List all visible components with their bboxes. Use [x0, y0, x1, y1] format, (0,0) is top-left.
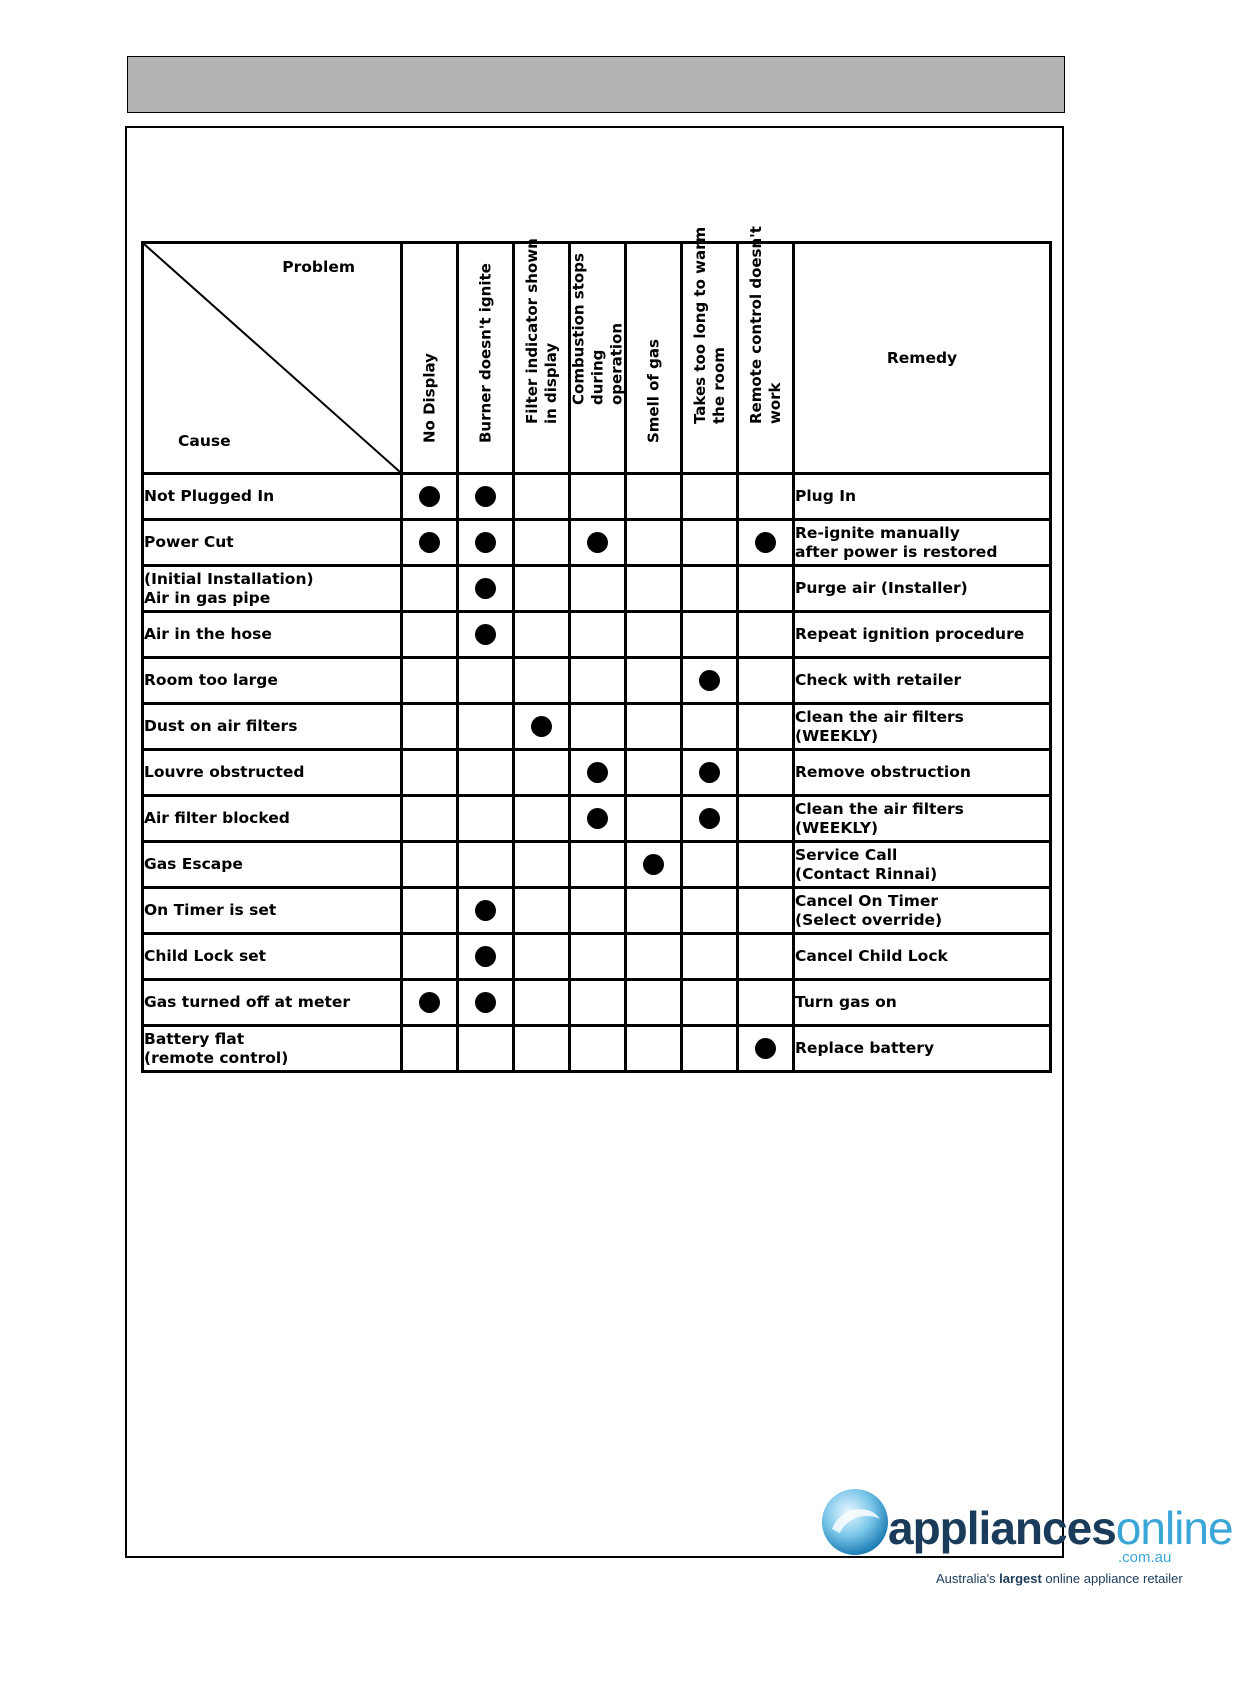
mark-cell	[626, 796, 682, 842]
cause-cell: Gas Escape	[143, 842, 402, 888]
mark-cell	[570, 704, 626, 750]
mark-cell	[682, 934, 738, 980]
fault-finding-table	[141, 226, 1052, 1073]
column-header-label: No Display	[420, 353, 438, 443]
bullet-dot-icon	[475, 624, 496, 645]
logo-domain: .com.au	[1118, 1549, 1172, 1566]
bullet-dot-icon	[475, 578, 496, 599]
logo-tagline: Australia's largest online appliance retailer	[936, 1571, 1183, 1586]
remedy-cell: Purge air (Installer)	[794, 566, 1051, 612]
table-row	[143, 934, 1051, 980]
table-row	[143, 612, 1051, 658]
mark-cell	[738, 796, 794, 842]
mark-cell	[458, 520, 514, 566]
column-header-label: Combustion stops during operation	[569, 253, 625, 405]
remedy-cell: Clean the air filters (WEEKLY)	[794, 704, 1051, 750]
mark-cell	[402, 566, 458, 612]
mark-cell	[738, 474, 794, 520]
table-row	[143, 566, 1051, 612]
mark-cell	[570, 520, 626, 566]
mark-cell	[458, 704, 514, 750]
mark-cell	[402, 888, 458, 934]
bullet-dot-icon	[419, 532, 440, 553]
bullet-dot-icon	[755, 1038, 776, 1059]
logo-wordmark	[888, 1501, 1233, 1555]
cause-cell: On Timer is set	[143, 888, 402, 934]
mark-cell	[682, 796, 738, 842]
cause-cell: Child Lock set	[143, 934, 402, 980]
mark-cell	[626, 612, 682, 658]
mark-cell	[402, 796, 458, 842]
mark-cell	[626, 888, 682, 934]
mark-cell	[402, 612, 458, 658]
cause-cell: Battery flat (remote control)	[143, 1026, 402, 1072]
column-header	[402, 243, 458, 474]
mark-cell	[626, 566, 682, 612]
table-row	[143, 474, 1051, 520]
bullet-dot-icon	[419, 992, 440, 1013]
column-header-label: Remote control doesn't work	[746, 226, 784, 424]
mark-cell	[682, 658, 738, 704]
mark-cell	[626, 704, 682, 750]
mark-cell	[626, 474, 682, 520]
mark-cell	[626, 1026, 682, 1072]
column-header	[570, 243, 626, 474]
column-header	[682, 226, 738, 474]
bullet-dot-icon	[475, 900, 496, 921]
mark-cell	[458, 796, 514, 842]
remedy-cell: Re-ignite manually after power is restored	[794, 520, 1051, 566]
cause-cell: (Initial Installation) Air in gas pipe	[143, 566, 402, 612]
mark-cell	[570, 796, 626, 842]
remedy-cell: Cancel On Timer (Select override)	[794, 888, 1051, 934]
cause-cell: Air in the hose	[143, 612, 402, 658]
logo-word-accent: online	[1115, 1502, 1233, 1554]
mark-cell	[626, 520, 682, 566]
mark-cell	[570, 566, 626, 612]
mark-cell	[738, 566, 794, 612]
column-header-label: Takes too long to warm the room	[690, 226, 728, 424]
remedy-cell: Clean the air filters (WEEKLY)	[794, 796, 1051, 842]
mark-cell	[458, 566, 514, 612]
mark-cell	[402, 842, 458, 888]
mark-cell	[626, 934, 682, 980]
bullet-dot-icon	[699, 670, 720, 691]
mark-cell	[402, 934, 458, 980]
mark-cell	[738, 658, 794, 704]
mark-cell	[682, 1026, 738, 1072]
remedy-cell: Check with retailer	[794, 658, 1051, 704]
remedy-cell: Cancel Child Lock	[794, 934, 1051, 980]
mark-cell	[570, 980, 626, 1026]
remedy-cell: Replace battery	[794, 1026, 1051, 1072]
column-header-label: Burner doesn't ignite	[476, 263, 494, 443]
mark-cell	[570, 934, 626, 980]
column-header	[458, 243, 514, 474]
mark-cell	[458, 980, 514, 1026]
column-header	[738, 226, 794, 474]
logo-word-main: appliances	[888, 1502, 1116, 1554]
mark-cell	[570, 474, 626, 520]
table-row	[143, 796, 1051, 842]
bullet-dot-icon	[587, 532, 608, 553]
mark-cell	[738, 750, 794, 796]
table-row	[143, 888, 1051, 934]
bullet-dot-icon	[475, 946, 496, 967]
mark-cell	[682, 612, 738, 658]
column-header	[626, 243, 682, 474]
cause-cell: Gas turned off at meter	[143, 980, 402, 1026]
cause-cell: Dust on air filters	[143, 704, 402, 750]
mark-cell	[402, 474, 458, 520]
mark-cell	[514, 842, 570, 888]
mark-cell	[626, 750, 682, 796]
mark-cell	[514, 1026, 570, 1072]
remedy-cell: Turn gas on	[794, 980, 1051, 1026]
table-row	[143, 750, 1051, 796]
cause-cell: Not Plugged In	[143, 474, 402, 520]
table-row	[143, 520, 1051, 566]
mark-cell	[458, 750, 514, 796]
mark-cell	[570, 750, 626, 796]
mark-cell	[738, 980, 794, 1026]
mark-cell	[514, 704, 570, 750]
column-header	[514, 238, 570, 474]
remedy-cell: Remove obstruction	[794, 750, 1051, 796]
mark-cell	[402, 750, 458, 796]
problem-label: Problem	[282, 258, 355, 276]
mark-cell	[738, 842, 794, 888]
cause-cell: Room too large	[143, 658, 402, 704]
bullet-dot-icon	[587, 808, 608, 829]
mark-cell	[514, 888, 570, 934]
mark-cell	[738, 520, 794, 566]
bullet-dot-icon	[699, 762, 720, 783]
mark-cell	[458, 658, 514, 704]
mark-cell	[570, 1026, 626, 1072]
mark-cell	[402, 658, 458, 704]
mark-cell	[458, 934, 514, 980]
column-header-label: Filter indicator shown in display	[522, 238, 560, 424]
mark-cell	[514, 934, 570, 980]
mark-cell	[514, 566, 570, 612]
mark-cell	[570, 842, 626, 888]
mark-cell	[514, 520, 570, 566]
mark-cell	[402, 1026, 458, 1072]
mark-cell	[738, 1026, 794, 1072]
mark-cell	[570, 612, 626, 658]
mark-cell	[514, 796, 570, 842]
remedy-cell: Plug In	[794, 474, 1051, 520]
cause-cell: Air filter blocked	[143, 796, 402, 842]
remedy-cell: Service Call (Contact Rinnai)	[794, 842, 1051, 888]
mark-cell	[458, 888, 514, 934]
mark-cell	[626, 980, 682, 1026]
table-row	[143, 658, 1051, 704]
mark-cell	[626, 658, 682, 704]
cause-cell: Louvre obstructed	[143, 750, 402, 796]
mark-cell	[738, 704, 794, 750]
mark-cell	[570, 658, 626, 704]
table-row	[143, 704, 1051, 750]
corner-cell	[143, 243, 402, 474]
mark-cell	[458, 612, 514, 658]
appliancesonline-logo	[818, 1485, 1233, 1595]
mark-cell	[738, 888, 794, 934]
cause-label: Cause	[178, 432, 231, 450]
mark-cell	[682, 842, 738, 888]
bullet-dot-icon	[419, 486, 440, 507]
bullet-dot-icon	[643, 854, 664, 875]
header-row	[143, 243, 1051, 474]
mark-cell	[626, 842, 682, 888]
bullet-dot-icon	[587, 762, 608, 783]
mark-cell	[682, 474, 738, 520]
bullet-dot-icon	[699, 808, 720, 829]
remedy-header: Remedy	[794, 243, 1051, 474]
table-row	[143, 980, 1051, 1026]
mark-cell	[570, 888, 626, 934]
column-header-label: Smell of gas	[644, 339, 662, 443]
table-row	[143, 842, 1051, 888]
bullet-dot-icon	[531, 716, 552, 737]
mark-cell	[514, 658, 570, 704]
mark-cell	[402, 520, 458, 566]
mark-cell	[458, 474, 514, 520]
mark-cell	[682, 980, 738, 1026]
mark-cell	[682, 704, 738, 750]
mark-cell	[682, 888, 738, 934]
bullet-dot-icon	[755, 532, 776, 553]
mark-cell	[514, 750, 570, 796]
mark-cell	[458, 1026, 514, 1072]
mark-cell	[458, 842, 514, 888]
mark-cell	[514, 980, 570, 1026]
mark-cell	[402, 704, 458, 750]
mark-cell	[402, 980, 458, 1026]
header-band	[127, 56, 1065, 113]
bullet-dot-icon	[475, 486, 496, 507]
mark-cell	[514, 612, 570, 658]
mark-cell	[738, 934, 794, 980]
bullet-dot-icon	[475, 532, 496, 553]
bullet-dot-icon	[475, 992, 496, 1013]
mark-cell	[682, 750, 738, 796]
cause-cell: Power Cut	[143, 520, 402, 566]
logo-swirl-icon	[818, 1485, 893, 1560]
remedy-cell: Repeat ignition procedure	[794, 612, 1051, 658]
mark-cell	[682, 520, 738, 566]
mark-cell	[514, 474, 570, 520]
table-row	[143, 1026, 1051, 1072]
mark-cell	[738, 612, 794, 658]
mark-cell	[682, 566, 738, 612]
